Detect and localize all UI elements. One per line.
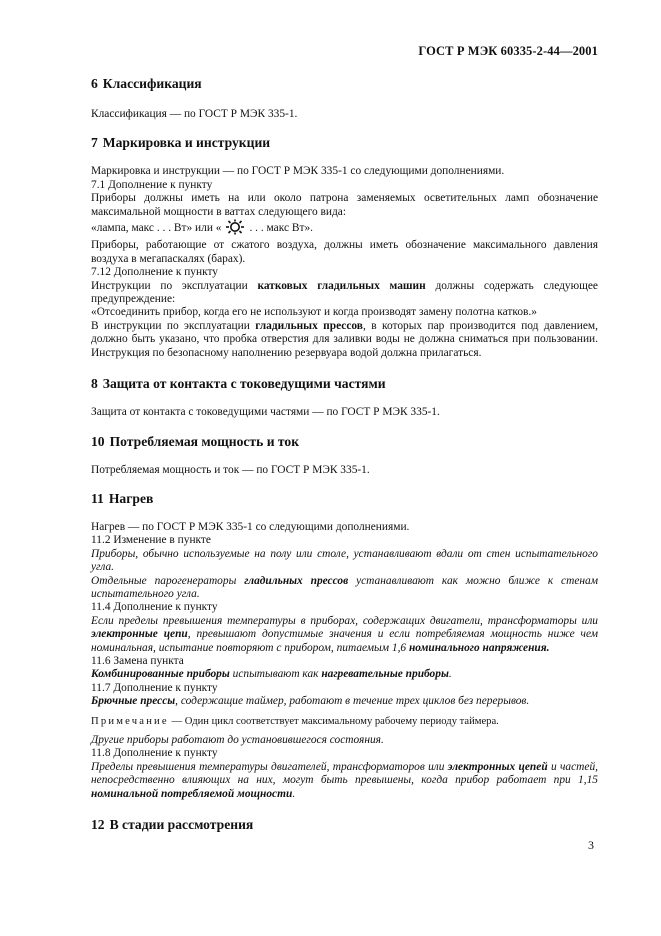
section-title: Потребляемая мощность и ток — [109, 433, 300, 449]
defined-term: Комбинированные приборы — [91, 668, 230, 681]
section-12-heading — [91, 817, 598, 833]
paragraph: Приборы должны иметь на или около патрона заменяемых осветительных ламп обозначение максимальной мощности в ваттах следующего вида: — [91, 192, 598, 218]
note-label: Примечание — [91, 715, 169, 727]
section-title: Нагрев — [108, 490, 154, 506]
clause-heading: 11.8 Дополнение к пункту — [91, 747, 218, 760]
section-number: 7 — [91, 135, 98, 151]
defined-term: катковых гладильных машин — [257, 279, 426, 292]
text-run: и частей, непосредственно влияющих на них, могут быть превышены, когда прибор работает при 1,15 — [91, 760, 599, 787]
defined-term: номинальной потребляемой мощности — [91, 787, 293, 800]
paragraph: Маркировка и инструкции — по ГОСТ Р МЭК 335-1 со следующими дополнениями. — [91, 165, 505, 178]
text-run: . — [292, 787, 296, 800]
page-number: 3 — [588, 838, 594, 852]
paragraph: Потребляемая мощность и ток — по ГОСТ Р МЭК 335-1. — [91, 463, 370, 476]
text-run: , в которых пар производится под давлением, должно быть указано, что пробка отверстия для заливки воды не должна сниматься при пользовании. Инструкция по безопасному наполнению резервуара водой должна прилагаться. — [91, 319, 598, 359]
text-run: , превышают допустимые значения и если потребляемая мощность ниже чем номинальная, испытание повторяют с прибором, питаемым 1,6 — [91, 628, 598, 654]
paragraph: Приборы, обычно используемые на полу или столе, устанавливают вдали от стен испытательного угла. — [91, 547, 598, 574]
document-header: ГОСТ Р МЭК 60335-2-44—2001 — [418, 44, 598, 58]
text-run: должны содержать следующее предупреждение: — [91, 279, 598, 306]
paragraph: Другие приборы работают до установившегося состояния. — [91, 734, 384, 746]
paragraph: Защита от контакта с токоведущими частями — по ГОСТ Р МЭК 335-1. — [91, 406, 440, 419]
paragraph — [91, 320, 598, 360]
note — [91, 715, 598, 728]
clause-heading: 11.7 Дополнение к пункту — [91, 681, 218, 694]
text-run: устанавливают как можно ближе к стенам испытательного угла. — [91, 574, 599, 600]
section-6-heading — [91, 76, 598, 92]
defined-term: гладильных прессов — [244, 574, 349, 587]
clause-heading: 7.1 Дополнение к пункту — [91, 178, 213, 191]
paragraph — [91, 280, 598, 307]
lamp-marking-line — [91, 219, 598, 239]
lamp-marking-text: «лампа, макс . . . Вт» или « — [91, 222, 222, 235]
lamp-symbol-icon — [225, 219, 245, 239]
section-number: 11 — [91, 490, 104, 506]
section-number: 12 — [91, 817, 105, 833]
paragraph — [91, 761, 598, 801]
text-run: Инструкции по эксплуатации — [91, 279, 258, 292]
text-run: Отдельные парогенераторы — [91, 574, 245, 587]
clause-heading: 7.12 Дополнение к пункту — [91, 266, 218, 279]
text-run: Пределы превышения температуры двигателей, трансформаторов или — [91, 760, 448, 773]
defined-term: электронные цепи — [91, 628, 188, 641]
section-10-heading — [91, 434, 598, 450]
defined-term: нагревательные приборы — [321, 668, 449, 681]
section-title: В стадии рассмотрения — [109, 817, 254, 833]
paragraph: Классификация — по ГОСТ Р МЭК 335-1. — [91, 108, 298, 120]
document-body — [91, 74, 598, 833]
defined-term: электронных цепей — [447, 760, 548, 773]
text-run: Если пределы превышения температуры в приборах, содержащих двигатели, трансформаторы или — [91, 614, 598, 627]
paragraph: Нагрев — по ГОСТ Р МЭК 335-1 со следующими дополнениями. — [91, 520, 410, 533]
clause-heading: 11.6 Замена пункта — [91, 654, 184, 667]
section-title: Классификация — [102, 76, 202, 91]
defined-term: номинального напряжения. — [408, 641, 550, 654]
warning-text: «Отсоединить прибор, когда его не используют и когда производят замену полотна катков.» — [91, 306, 537, 319]
section-11-heading — [91, 491, 598, 507]
defined-term: гладильных прессов — [255, 319, 363, 332]
defined-term: Брючные прессы — [91, 695, 176, 708]
section-title: Защита от контакта с токоведущими частями — [102, 376, 386, 392]
paragraph — [91, 575, 598, 602]
paragraph: Приборы, работающие от сжатого воздуха, должны иметь обозначение максимального давления воздуха в мегапаскалях (барах). — [91, 239, 598, 265]
section-8-heading — [91, 376, 598, 392]
section-number: 10 — [91, 433, 105, 449]
clause-heading: 11.4 Дополнение к пункту — [91, 601, 218, 614]
section-number: 8 — [91, 376, 98, 392]
text-run: , содержащие таймер, работают в течение трех циклов без перерывов. — [175, 695, 530, 708]
text-run: . — [448, 668, 452, 681]
paragraph — [91, 668, 598, 681]
paragraph — [91, 695, 598, 708]
section-title: Маркировка и инструкции — [102, 135, 271, 151]
paragraph — [91, 615, 598, 655]
text-run: испытывают как — [229, 668, 322, 681]
clause-heading: 11.2 Изменение в пункте — [91, 534, 211, 547]
section-7-heading — [91, 135, 598, 151]
note-text: — Один цикл соответствует максимальному рабочему периоду таймера. — [168, 715, 499, 727]
lamp-marking-text: . . . макс Вт». — [249, 222, 313, 235]
section-number: 6 — [91, 76, 98, 91]
text-run: В инструкции по эксплуатации — [91, 319, 256, 332]
